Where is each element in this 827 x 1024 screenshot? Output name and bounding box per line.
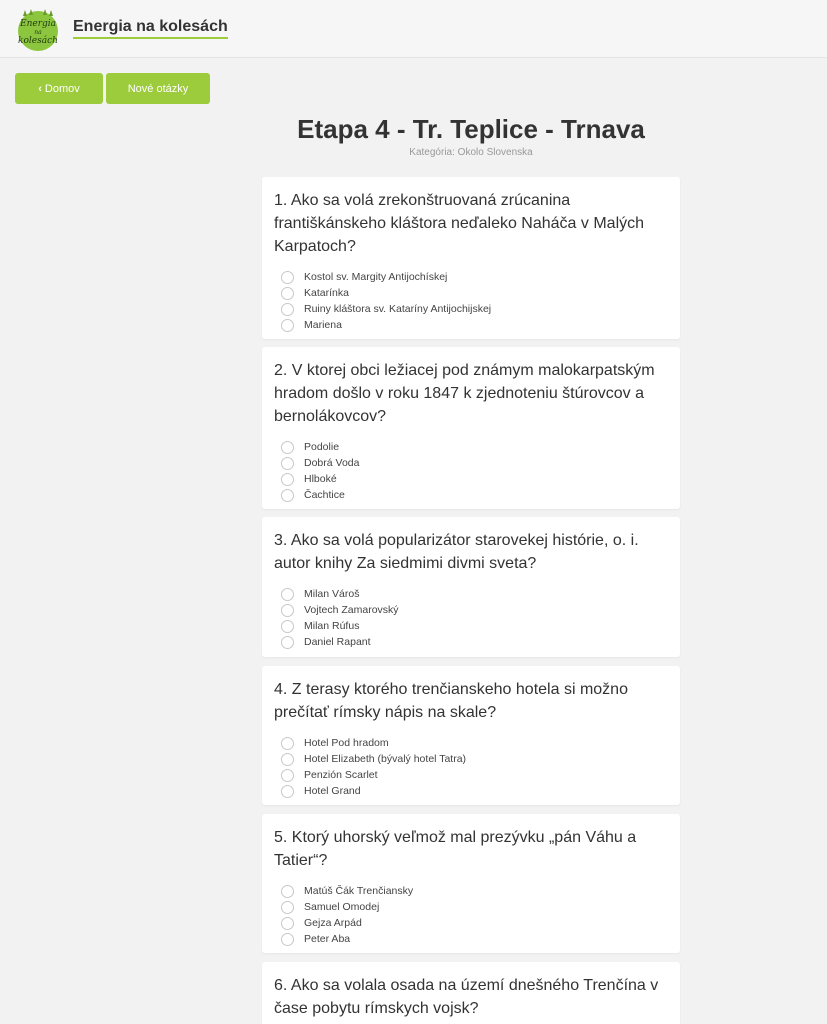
answer-label: Gejza Arpád: [304, 917, 362, 929]
radio-button[interactable]: [281, 489, 294, 502]
answer-label: Milan Rúfus: [304, 620, 360, 632]
answer-label: Dobrá Voda: [304, 457, 360, 469]
question-card-5: [262, 814, 680, 953]
answer-options: [262, 872, 680, 947]
question-card-3: [262, 517, 680, 657]
answer-label: Kostol sv. Margity Antijochískej: [304, 271, 448, 283]
svg-text:na: na: [34, 29, 42, 36]
radio-button[interactable]: [281, 457, 294, 470]
radio-button[interactable]: [281, 287, 294, 300]
question-text: 6. Ako sa volala osada na území dnešného Trenčína v čase pobytu rímskych vojsk?: [274, 977, 659, 1017]
answer-option[interactable]: [281, 301, 680, 317]
answer-option[interactable]: [281, 269, 680, 285]
answer-label: Mariena: [304, 319, 342, 331]
answer-options: [262, 724, 680, 799]
logo-icon[interactable]: [15, 6, 61, 52]
answer-label: Peter Aba: [304, 933, 351, 945]
home-button-label: Domov: [44, 82, 80, 95]
svg-text:Energia: Energia: [20, 19, 56, 29]
answer-label: Vojtech Zamarovský: [304, 604, 399, 616]
question-text: 3. Ako sa volá popularizátor starovekej histórie, o. i. autor knihy Za siedmimi divmi sveta?: [274, 532, 639, 572]
answer-option[interactable]: [281, 602, 680, 618]
radio-button[interactable]: [281, 769, 294, 782]
radio-button[interactable]: [281, 319, 294, 332]
chevron-left-icon: ‹: [38, 82, 42, 95]
answer-option[interactable]: [281, 735, 680, 751]
answer-label: Milan Vároš: [304, 588, 360, 600]
answer-label: Hotel Elizabeth (bývalý hotel Tatra): [304, 753, 467, 765]
answer-label: Penzión Scarlet: [304, 769, 378, 781]
radio-button[interactable]: [281, 303, 294, 316]
question-text: 5. Ktorý uhorský veľmož mal prezývku „pán Váhu a Tatier“?: [274, 829, 637, 869]
answer-options: [262, 575, 680, 650]
page-title: Etapa 4 - Tr. Teplice - Trnava: [297, 114, 645, 144]
answer-option[interactable]: [281, 487, 680, 503]
answer-option[interactable]: [281, 285, 680, 301]
svg-text:kolesách: kolesách: [18, 36, 58, 46]
answer-label: Čachtice: [304, 489, 345, 501]
answer-label: Hotel Pod hradom: [304, 737, 389, 749]
question-text: 2. V ktorej obci ležiacej pod známym malokarpatským hradom došlo v roku 1847 k zjednoteniu štúrovcov a bernolákovcov?: [274, 362, 655, 425]
answer-option[interactable]: [281, 317, 680, 333]
answer-option[interactable]: [281, 783, 680, 799]
answer-options: [262, 428, 680, 503]
answer-option[interactable]: [281, 899, 680, 915]
top-navbar: [0, 0, 827, 58]
answer-label: Podolie: [304, 441, 340, 453]
radio-button[interactable]: [281, 901, 294, 914]
answer-label: Katarínka: [304, 287, 349, 299]
radio-button[interactable]: [281, 620, 294, 633]
answer-option[interactable]: [281, 618, 680, 634]
answer-option[interactable]: [281, 455, 680, 471]
answer-option[interactable]: [281, 931, 680, 947]
question-card-1: [262, 177, 680, 339]
radio-button[interactable]: [281, 588, 294, 601]
answer-option[interactable]: [281, 586, 680, 602]
answer-options: [262, 258, 680, 333]
answer-option[interactable]: [281, 634, 680, 650]
new-questions-button-label: Nové otázky: [127, 82, 189, 95]
radio-button[interactable]: [281, 636, 294, 649]
brand-title[interactable]: Energia na kolesách: [73, 18, 228, 39]
radio-button[interactable]: [281, 933, 294, 946]
answer-label: Ruiny kláštora sv. Kataríny Antijochijskej: [304, 303, 492, 315]
radio-button[interactable]: [281, 917, 294, 930]
answer-label: Samuel Omodej: [304, 901, 380, 913]
new-questions-button[interactable]: [106, 73, 210, 104]
answer-option[interactable]: [281, 883, 680, 899]
question-card-4: [262, 666, 680, 805]
question-text: 4. Z terasy ktorého trenčianskeho hotela si možno prečítať rímsky nápis na skale?: [274, 681, 628, 721]
answer-option[interactable]: [281, 915, 680, 931]
radio-button[interactable]: [281, 441, 294, 454]
answer-label: Hlboké: [304, 473, 337, 485]
answer-option[interactable]: [281, 767, 680, 783]
radio-button[interactable]: [281, 785, 294, 798]
radio-button[interactable]: [281, 737, 294, 750]
radio-button[interactable]: [281, 885, 294, 898]
answer-label: Daniel Rapant: [304, 636, 371, 648]
radio-button[interactable]: [281, 271, 294, 284]
answer-option[interactable]: [281, 751, 680, 767]
answer-label: Matúš Čák Trenčiansky: [304, 885, 414, 897]
category-subtitle: Kategória: Okolo Slovenska: [409, 147, 533, 158]
radio-button[interactable]: [281, 604, 294, 617]
home-button[interactable]: [15, 73, 103, 104]
radio-button[interactable]: [281, 753, 294, 766]
answer-option[interactable]: [281, 471, 680, 487]
question-card-2: [262, 347, 680, 509]
radio-button[interactable]: [281, 473, 294, 486]
question-text: 1. Ako sa volá zrekonštruovaná zrúcanina františkánskeho kláštora neďaleko Naháča v Malých Karpatoch?: [274, 192, 645, 255]
answer-label: Hotel Grand: [304, 785, 361, 797]
answer-option[interactable]: [281, 439, 680, 455]
question-card-6: [262, 962, 680, 1024]
